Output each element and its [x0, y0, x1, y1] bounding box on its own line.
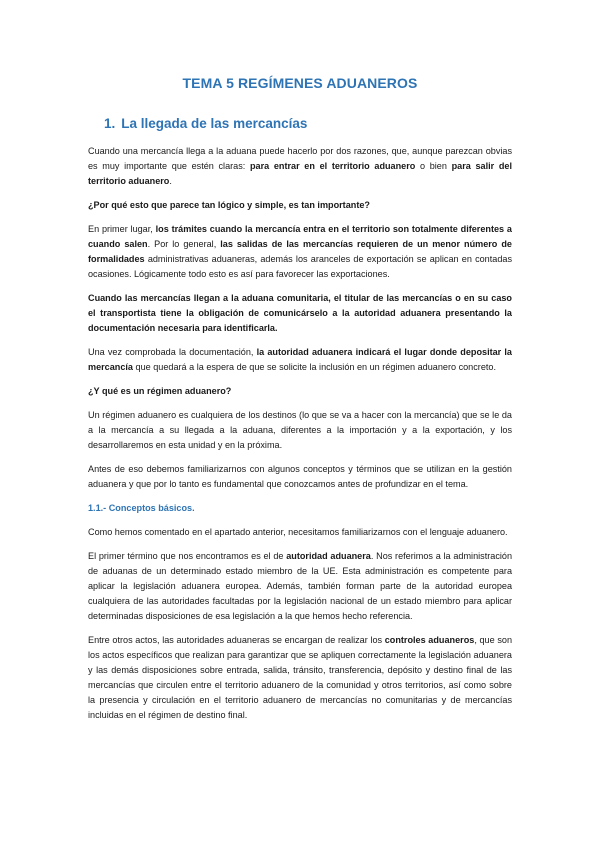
question-heading: ¿Por qué esto que parece tan lógico y simple, es tan importante? [88, 200, 370, 210]
question-heading: ¿Y qué es un régimen aduanero? [88, 386, 232, 396]
subsection-heading: 1.1.- Conceptos básicos. [88, 503, 195, 513]
paragraph: Cuando una mercancía llega a la aduana puede hacerlo por dos razones, que, aunque parezcan obvias es muy importante que estén claras: para entrar en el territorio aduanero o bien para salir del territorio aduanero. [88, 146, 512, 186]
page-title: TEMA 5 REGÍMENES ADUANEROS [182, 75, 418, 91]
paragraph: Antes de eso debemos familiarizarnos con algunos conceptos y términos que se utilizan en la gestión aduanera y que por lo tanto es fundamental que conozcamos antes de profundizar en el tema. [88, 464, 512, 489]
paragraph: Como hemos comentado en el apartado anterior, necesitamos familiarizarnos con el lenguaje aduanero. [88, 527, 508, 537]
paragraph: En primer lugar, los trámites cuando la mercancía entra en el territorio son totalmente diferentes a cuando salen. Por lo general, las salidas de las mercancías requieren de un menor número de formalidades administrativas aduaneras, además los aranceles de exportación se aplican en contadas ocasiones. Lógicamente todo esto es así para favorecer las exportaciones. [88, 224, 512, 279]
document-body [88, 144, 512, 732]
paragraph: El primer término que nos encontramos es el de autoridad aduanera. Nos referimos a la administración de aduanas de un determinado estado miembro de la UE. Esta administración es competente para aplicar la legislación aduanera europea. Además, también forman parte de la autoridad europea cualquiera de las autoridades facultadas por la legislación nacional de un estado miembro para aplicar determinadas disposiciones de esa legislación a la que hemos hecho referencia. [88, 551, 512, 621]
section-number: 1. [104, 116, 116, 131]
section-title: La llegada de las mercancías [121, 116, 308, 131]
paragraph: Entre otros actos, las autoridades aduaneras se encargan de realizar los controles aduaneros, que son los actos específicos que realizan para garantizar que se apliquen correctamente la legislación aduanera y las demás disposiciones sobre entrada, salida, tránsito, transferencia, depósito y destino final de las mercancías que circulen entre el territorio aduanero de la comunidad y otros territorios, así como sobre la presencia y circulación en el territorio aduanero de mercancías no comunitarias y de mercancías incluidas en el régimen de destino final. [88, 635, 512, 720]
paragraph: Una vez comprobada la documentación, la autoridad aduanera indicará el lugar donde depositar la mercancía que quedará a la espera de que se solicite la inclusión en un régimen aduanero concreto. [88, 347, 512, 372]
paragraph-bold: Cuando las mercancías llegan a la aduana comunitaria, el titular de las mercancías o en su caso el transportista tiene la obligación de comunicárselo a la autoridad aduanera presentando la documentación necesaria para identificarla. [88, 293, 512, 333]
section-heading-1 [104, 116, 307, 131]
paragraph: Un régimen aduanero es cualquiera de los destinos (lo que se va a hacer con la mercancía) que se le da a la mercancía a su llegada a la aduana, diferentes a la importación y a la exportación, y los desarrollaremos en esta unidad y en la próxima. [88, 410, 512, 450]
